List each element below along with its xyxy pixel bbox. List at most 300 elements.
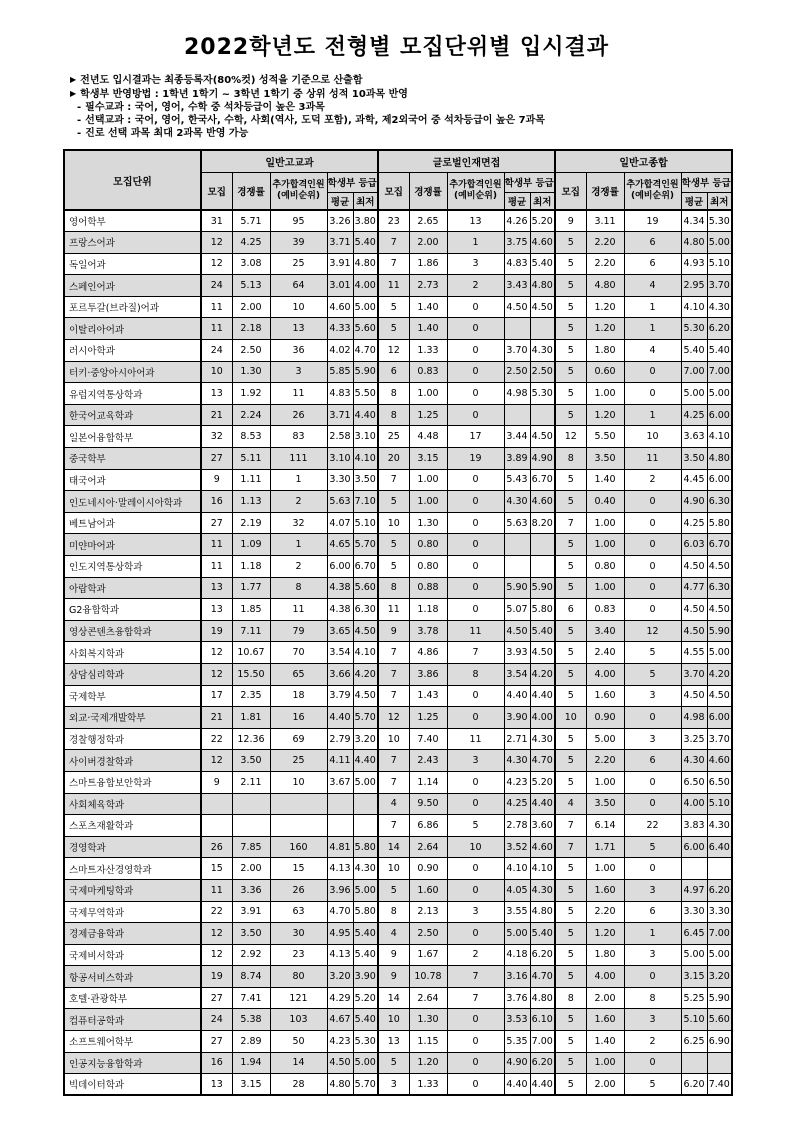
value-cell: 10 (378, 1009, 409, 1031)
value-cell: 3.20 (353, 728, 378, 750)
value-cell: 4.70 (530, 966, 555, 988)
value-cell: 5.85 (327, 361, 353, 383)
value-cell: 8.74 (232, 966, 270, 988)
table-row (64, 404, 732, 426)
value-cell: 24 (201, 1009, 232, 1031)
value-cell: 2.18 (232, 318, 270, 340)
value-cell: 3 (624, 685, 681, 707)
value-cell: 2.89 (232, 1031, 270, 1053)
value-cell: 1.00 (586, 771, 624, 793)
value-cell: 5 (555, 858, 586, 880)
table-row (64, 448, 732, 470)
value-cell: 7 (447, 987, 504, 1009)
value-cell: 5.63 (327, 491, 353, 513)
value-cell: 1.40 (409, 318, 447, 340)
value-cell: 4.80 (530, 901, 555, 923)
triangle-bullet-icon: ▶ (70, 89, 77, 98)
value-cell: 0 (447, 1052, 504, 1074)
value-cell: 8.20 (530, 512, 555, 534)
value-cell: 0.90 (409, 858, 447, 880)
value-cell: 5.11 (232, 448, 270, 470)
value-cell: 11 (270, 383, 327, 405)
value-cell: 111 (270, 448, 327, 470)
value-cell: 15.50 (232, 663, 270, 685)
value-cell: 11 (378, 275, 409, 297)
value-cell: 6.90 (707, 1031, 732, 1053)
value-cell: 4.02 (327, 340, 353, 362)
value-cell: 4.50 (707, 599, 732, 621)
value-cell: 1.13 (232, 491, 270, 513)
value-cell: 11 (201, 296, 232, 318)
value-cell: 121 (270, 987, 327, 1009)
value-cell (353, 815, 378, 837)
value-cell: 6.00 (707, 469, 732, 491)
value-cell: 4.60 (327, 296, 353, 318)
value-cell: 18 (270, 685, 327, 707)
value-cell: 5 (555, 491, 586, 513)
value-cell: 5.00 (681, 383, 707, 405)
value-cell: 4.23 (327, 1031, 353, 1053)
table-row (64, 771, 732, 793)
value-cell: 10 (555, 707, 586, 729)
value-cell: 2.20 (586, 750, 624, 772)
value-cell: 6.00 (707, 707, 732, 729)
value-cell: 4.50 (530, 642, 555, 664)
value-cell: 4.70 (530, 750, 555, 772)
value-cell: 0 (624, 793, 681, 815)
value-cell: 4.67 (327, 1009, 353, 1031)
table-row (64, 987, 732, 1009)
value-cell: 3.63 (681, 426, 707, 448)
value-cell: 2.20 (586, 232, 624, 254)
value-cell: 5 (624, 836, 681, 858)
value-cell: 8 (555, 987, 586, 1009)
unit-name-cell: 터키·중앙아시아어과 (64, 361, 201, 383)
value-cell: 12 (201, 663, 232, 685)
value-cell: 14 (378, 987, 409, 1009)
col-header-average: 평균 (681, 192, 707, 210)
value-cell: 10 (270, 771, 327, 793)
col-header-additional-line1: 추가합격인원 (626, 179, 679, 190)
table-row (64, 577, 732, 599)
value-cell: 5 (624, 642, 681, 664)
value-cell: 0 (624, 707, 681, 729)
value-cell: 3 (624, 944, 681, 966)
value-cell: 0 (447, 491, 504, 513)
value-cell: 3.83 (681, 815, 707, 837)
value-cell: 7.40 (707, 1074, 732, 1096)
value-cell: 0 (624, 383, 681, 405)
value-cell: 3.08 (232, 253, 270, 275)
value-cell: 13 (201, 577, 232, 599)
unit-name-cell: 경영학과 (64, 836, 201, 858)
value-cell: 4.40 (530, 1074, 555, 1096)
value-cell: 1.00 (586, 1052, 624, 1074)
table-row (64, 620, 732, 642)
value-cell: 4.50 (707, 685, 732, 707)
unit-name-cell: 사이버경찰학과 (64, 750, 201, 772)
value-cell: 10 (270, 296, 327, 318)
value-cell: 4.10 (353, 642, 378, 664)
value-cell: 9 (201, 469, 232, 491)
value-cell: 7 (447, 966, 504, 988)
value-cell: 4.40 (530, 685, 555, 707)
value-cell: 5.60 (353, 318, 378, 340)
value-cell: 3.78 (409, 620, 447, 642)
value-cell: 5.40 (681, 340, 707, 362)
value-cell: 3.60 (530, 815, 555, 837)
value-cell: 4.65 (327, 534, 353, 556)
value-cell: 3.50 (586, 793, 624, 815)
value-cell: 4.29 (327, 987, 353, 1009)
value-cell: 3.53 (504, 1009, 530, 1031)
value-cell: 0 (447, 923, 504, 945)
value-cell: 20 (378, 448, 409, 470)
value-cell: 2.00 (409, 232, 447, 254)
value-cell: 2.35 (232, 685, 270, 707)
value-cell: 23 (378, 210, 409, 232)
note-line (70, 114, 733, 127)
value-cell: 3.15 (409, 448, 447, 470)
value-cell: 4.80 (681, 232, 707, 254)
value-cell: 9 (555, 210, 586, 232)
value-cell: 1.30 (409, 1009, 447, 1031)
value-cell: 6.00 (327, 556, 353, 578)
value-cell: 2.00 (232, 296, 270, 318)
value-cell: 63 (270, 901, 327, 923)
dash-bullet-icon: - (77, 128, 82, 139)
value-cell: 0 (447, 361, 504, 383)
value-cell: 3.15 (232, 1074, 270, 1096)
value-cell: 4.98 (504, 383, 530, 405)
table-row (64, 361, 732, 383)
value-cell: 5.40 (530, 923, 555, 945)
value-cell: 13 (201, 383, 232, 405)
table-row (64, 512, 732, 534)
value-cell: 8 (270, 577, 327, 599)
table-row (64, 728, 732, 750)
value-cell: 4.86 (409, 642, 447, 664)
value-cell: 0 (447, 1074, 504, 1096)
value-cell: 12 (555, 426, 586, 448)
table-row (64, 1052, 732, 1074)
table-row (64, 815, 732, 837)
table-row (64, 944, 732, 966)
value-cell: 4.90 (530, 448, 555, 470)
value-cell (504, 534, 530, 556)
value-cell: 3.90 (353, 966, 378, 988)
value-cell: 2.50 (504, 361, 530, 383)
value-cell: 4.50 (504, 620, 530, 642)
value-cell: 7.00 (681, 361, 707, 383)
value-cell: 5.80 (353, 836, 378, 858)
value-cell: 5 (555, 750, 586, 772)
value-cell: 10 (378, 512, 409, 534)
value-cell: 6.50 (681, 771, 707, 793)
table-row (64, 923, 732, 945)
value-cell: 11 (270, 599, 327, 621)
unit-name-cell: 외교·국제개발학부 (64, 707, 201, 729)
value-cell: 0.83 (586, 599, 624, 621)
value-cell: 6.20 (707, 318, 732, 340)
value-cell: 5 (555, 1031, 586, 1053)
value-cell: 5 (555, 275, 586, 297)
value-cell: 5 (378, 318, 409, 340)
value-cell: 4.30 (504, 491, 530, 513)
value-cell: 7.85 (232, 836, 270, 858)
col-header-minimum: 최저 (707, 192, 732, 210)
value-cell: 3.16 (504, 966, 530, 988)
value-cell: 3 (447, 901, 504, 923)
unit-name-cell: 사회복지학과 (64, 642, 201, 664)
value-cell: 6.00 (681, 836, 707, 858)
value-cell: 4.45 (681, 469, 707, 491)
value-cell: 5 (378, 556, 409, 578)
value-cell: 4.93 (681, 253, 707, 275)
value-cell: 10 (378, 728, 409, 750)
value-cell: 1.00 (409, 469, 447, 491)
unit-name-cell: 한국어교육학과 (64, 404, 201, 426)
value-cell: 3.01 (327, 275, 353, 297)
table-row (64, 642, 732, 664)
value-cell: 4.50 (530, 426, 555, 448)
value-cell: 3.71 (327, 232, 353, 254)
value-cell: 95 (270, 210, 327, 232)
value-cell: 1.20 (586, 404, 624, 426)
value-cell: 4.00 (353, 275, 378, 297)
value-cell: 4.60 (707, 750, 732, 772)
value-cell: 3.70 (504, 340, 530, 362)
value-cell: 4.10 (353, 448, 378, 470)
value-cell: 0 (624, 556, 681, 578)
value-cell: 7 (378, 685, 409, 707)
value-cell: 13 (270, 318, 327, 340)
value-cell: 3.44 (504, 426, 530, 448)
value-cell: 0 (447, 512, 504, 534)
value-cell: 0.88 (409, 577, 447, 599)
value-cell: 5 (447, 815, 504, 837)
table-row (64, 901, 732, 923)
value-cell: 3.76 (504, 987, 530, 1009)
value-cell: 4.60 (530, 491, 555, 513)
value-cell: 3.93 (504, 642, 530, 664)
col-header-minimum: 최저 (530, 192, 555, 210)
value-cell: 4.40 (530, 793, 555, 815)
value-cell: 26 (270, 404, 327, 426)
value-cell: 17 (201, 685, 232, 707)
value-cell: 12 (378, 340, 409, 362)
dash-bullet-icon: - (77, 102, 82, 113)
value-cell: 1.85 (232, 599, 270, 621)
value-cell: 10 (447, 836, 504, 858)
value-cell: 5 (378, 296, 409, 318)
value-cell (201, 793, 232, 815)
value-cell: 0 (447, 556, 504, 578)
value-cell: 2 (447, 275, 504, 297)
value-cell: 13 (201, 1074, 232, 1096)
value-cell: 1.20 (586, 296, 624, 318)
value-cell: 5 (555, 1052, 586, 1074)
col-header-grade: 학생부 등급 (681, 172, 732, 192)
value-cell: 5.71 (232, 210, 270, 232)
value-cell: 1 (447, 232, 504, 254)
value-cell: 11 (201, 556, 232, 578)
notes-section (70, 73, 733, 140)
value-cell: 0 (624, 599, 681, 621)
value-cell: 6.00 (707, 404, 732, 426)
unit-name-cell: 프랑스어과 (64, 232, 201, 254)
value-cell: 5 (555, 383, 586, 405)
value-cell: 30 (270, 923, 327, 945)
value-cell: 4.70 (353, 340, 378, 362)
value-cell: 5 (555, 469, 586, 491)
value-cell: 4.10 (504, 858, 530, 880)
value-cell: 5 (555, 944, 586, 966)
value-cell: 3.20 (707, 966, 732, 988)
value-cell: 1.40 (586, 469, 624, 491)
note-line (70, 87, 733, 101)
value-cell: 12.36 (232, 728, 270, 750)
value-cell: 4.50 (353, 620, 378, 642)
value-cell (681, 1052, 707, 1074)
unit-name-cell: 독일어과 (64, 253, 201, 275)
table-row (64, 750, 732, 772)
value-cell: 1.20 (409, 1052, 447, 1074)
value-cell: 7 (378, 663, 409, 685)
value-cell: 3.50 (232, 750, 270, 772)
value-cell: 4.40 (504, 1074, 530, 1096)
value-cell: 69 (270, 728, 327, 750)
value-cell: 2 (447, 944, 504, 966)
unit-name-cell: 영상콘텐츠융합학과 (64, 620, 201, 642)
value-cell: 19 (447, 448, 504, 470)
value-cell: 3.79 (327, 685, 353, 707)
value-cell: 4.33 (327, 318, 353, 340)
col-header-quota: 모집 (378, 172, 409, 210)
col-header-quota: 모집 (555, 172, 586, 210)
value-cell: 12 (624, 620, 681, 642)
value-cell: 5.00 (353, 771, 378, 793)
value-cell: 4.20 (353, 663, 378, 685)
value-cell: 4.30 (530, 728, 555, 750)
value-cell: 8 (624, 987, 681, 1009)
note-text: 전년도 입시결과는 최종등록자(80%컷) 성적을 기준으로 산출함 (80, 75, 363, 86)
value-cell: 5.13 (232, 275, 270, 297)
value-cell: 0 (447, 1009, 504, 1031)
value-cell: 6.30 (707, 577, 732, 599)
value-cell: 4.80 (707, 448, 732, 470)
value-cell: 0 (447, 383, 504, 405)
value-cell: 25 (270, 253, 327, 275)
value-cell: 4.80 (530, 987, 555, 1009)
value-cell: 15 (270, 858, 327, 880)
value-cell: 26 (201, 836, 232, 858)
value-cell: 4.34 (681, 210, 707, 232)
value-cell: 10 (201, 361, 232, 383)
value-cell: 25 (378, 426, 409, 448)
table-row (64, 340, 732, 362)
value-cell: 1.30 (232, 361, 270, 383)
value-cell (681, 858, 707, 880)
value-cell: 0 (447, 469, 504, 491)
value-cell: 3.96 (327, 879, 353, 901)
value-cell: 1.00 (586, 383, 624, 405)
value-cell: 21 (201, 404, 232, 426)
value-cell: 0 (624, 966, 681, 988)
value-cell: 2.92 (232, 944, 270, 966)
unit-name-cell: 미얀마어과 (64, 534, 201, 556)
value-cell: 6 (624, 253, 681, 275)
unit-name-cell: 국제마케팅학과 (64, 879, 201, 901)
triangle-bullet-icon: ▶ (70, 75, 77, 84)
table-row (64, 318, 732, 340)
value-cell: 2.00 (232, 858, 270, 880)
unit-name-cell: 상담심리학과 (64, 663, 201, 685)
value-cell: 3.54 (327, 642, 353, 664)
value-cell: 14 (270, 1052, 327, 1074)
value-cell: 4.00 (586, 663, 624, 685)
value-cell: 5.00 (504, 923, 530, 945)
value-cell: 4.97 (681, 879, 707, 901)
value-cell: 5.30 (353, 1031, 378, 1053)
value-cell: 23 (270, 944, 327, 966)
value-cell: 1.86 (409, 253, 447, 275)
group-header-global: 글로벌인재면접 (378, 150, 555, 172)
value-cell: 1.14 (409, 771, 447, 793)
value-cell: 5.20 (530, 771, 555, 793)
value-cell: 0 (624, 858, 681, 880)
value-cell: 13 (201, 599, 232, 621)
value-cell: 5.60 (353, 577, 378, 599)
value-cell: 5.40 (353, 923, 378, 945)
value-cell: 10 (624, 426, 681, 448)
value-cell: 5.30 (707, 210, 732, 232)
value-cell: 16 (270, 707, 327, 729)
value-cell: 5 (378, 534, 409, 556)
value-cell: 4.30 (707, 296, 732, 318)
value-cell: 11 (447, 620, 504, 642)
value-cell (232, 793, 270, 815)
value-cell (327, 793, 353, 815)
value-cell: 5.40 (353, 944, 378, 966)
value-cell: 3.70 (707, 275, 732, 297)
value-cell: 2.43 (409, 750, 447, 772)
value-cell: 1.60 (586, 879, 624, 901)
value-cell: 5 (555, 361, 586, 383)
value-cell: 3.15 (681, 966, 707, 988)
value-cell: 7.11 (232, 620, 270, 642)
unit-name-cell: G2융합학과 (64, 599, 201, 621)
value-cell (270, 793, 327, 815)
value-cell: 4.00 (681, 793, 707, 815)
value-cell: 6 (624, 901, 681, 923)
value-cell: 5.25 (681, 987, 707, 1009)
value-cell: 4.10 (707, 426, 732, 448)
value-cell: 7 (555, 836, 586, 858)
value-cell: 31 (201, 210, 232, 232)
value-cell (504, 556, 530, 578)
value-cell: 22 (201, 728, 232, 750)
value-cell: 12 (201, 944, 232, 966)
value-cell: 39 (270, 232, 327, 254)
value-cell: 3.30 (681, 901, 707, 923)
value-cell: 0.83 (409, 361, 447, 383)
value-cell: 12 (201, 750, 232, 772)
value-cell: 2.58 (327, 426, 353, 448)
value-cell: 2.71 (504, 728, 530, 750)
value-cell (504, 318, 530, 340)
value-cell: 4.11 (327, 750, 353, 772)
